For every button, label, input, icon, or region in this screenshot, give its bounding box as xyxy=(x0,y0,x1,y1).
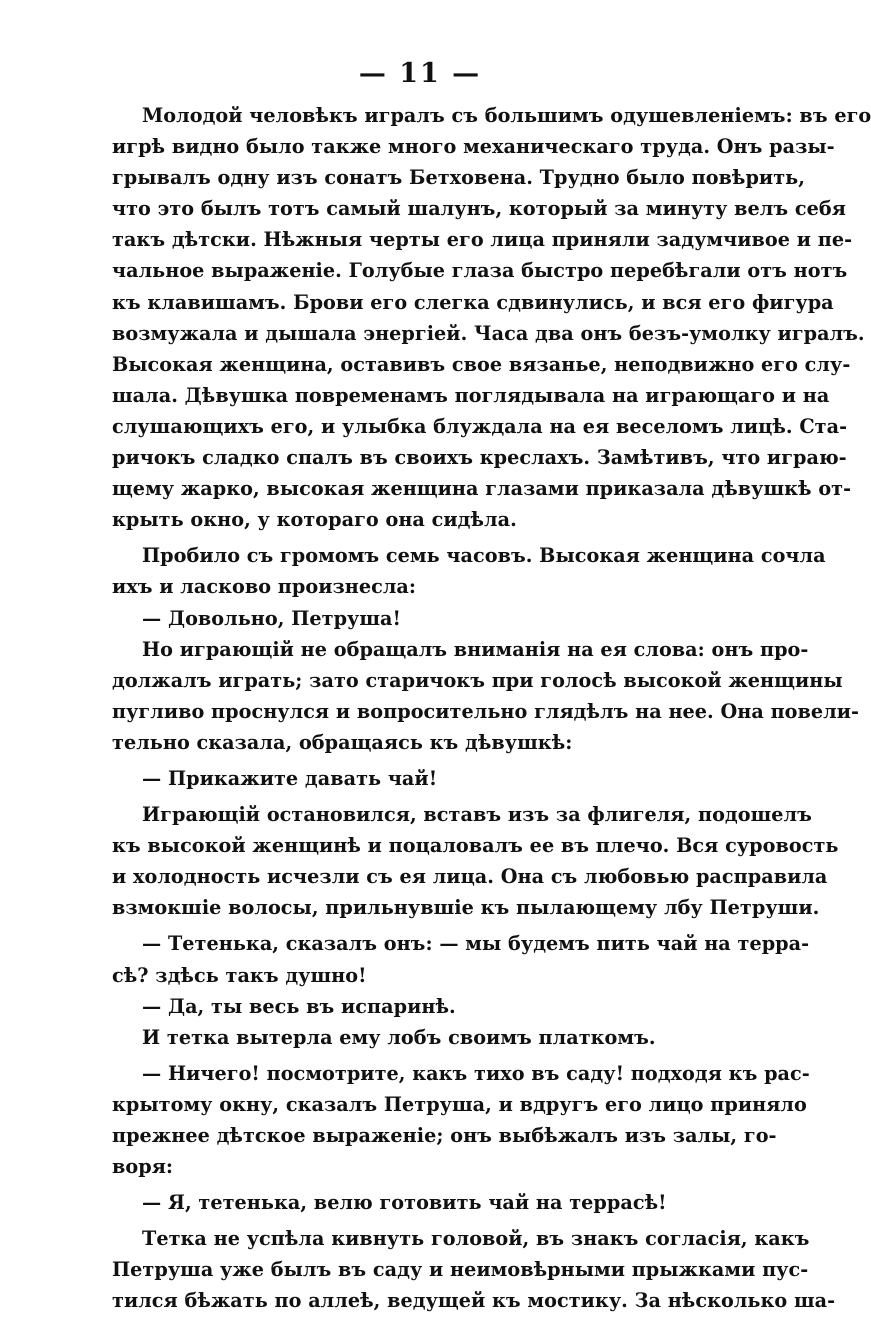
text-line: Тетка не успѣла кивнуть головой, въ знакъ согласія, какъ xyxy=(142,1227,810,1251)
dialogue-line: — Я, тетенька, велю готовить чай на террасѣ! xyxy=(142,1191,667,1215)
dialogue-line: — Ничего! посмотрите, какъ тихо въ саду! подходя къ рас- xyxy=(142,1061,810,1085)
text-line: возмужала и дышала энергіей. Часа два онъ безъ-умолку игралъ. xyxy=(112,321,865,345)
text-line: пугливо проснулся и вопросительно глядѣлъ на нее. Она повели- xyxy=(112,699,860,723)
dialogue-line: — Тетенька, сказалъ онъ: — мы будемъ пить чай на терра- xyxy=(142,932,810,956)
dialogue-line: — Прикажите давать чай! xyxy=(142,766,438,790)
text-line: къ клавишамъ. Брови его слегка сдвинулись, и вся его фигура xyxy=(112,290,834,314)
text-line: взмокшіе волосы, прильнувшіе къ пылающему лбу Петруши. xyxy=(112,896,820,920)
text-line: грывалъ одну изъ сонатъ Бетховена. Трудно было повѣрить, xyxy=(112,166,805,190)
body-text xyxy=(112,100,871,1317)
text-line: И тетка вытерла ему лобъ своимъ платкомъ. xyxy=(142,1025,656,1049)
text-line: крытому окну, сказалъ Петруша, и вдругъ его лицо приняло xyxy=(112,1092,807,1116)
text-line: чальное выраженіе. Голубые глаза быстро перебѣгали отъ нотъ xyxy=(112,259,848,283)
text-line: ихъ и ласково произнесла: xyxy=(112,575,417,599)
text-line: крыть окно, у котораго она сидѣла. xyxy=(112,508,517,532)
text-line: шала. Дѣвушка повременамъ поглядывала на играющаго и на xyxy=(112,383,830,407)
dialogue-line: — Да, ты весь въ испаринѣ. xyxy=(142,994,456,1018)
text-line: и холодность исчезли съ ея лица. Она съ любовью расправила xyxy=(112,865,828,889)
dialogue-line: сѣ? здѣсь такъ душно! xyxy=(112,963,367,987)
text-line: Молодой человѣкъ игралъ съ большимъ одушевленіемъ: въ его xyxy=(142,104,871,127)
text-line: Высокая женщина, оставивъ свое вязанье, неподвижно его слу- xyxy=(112,352,851,376)
text-line: щему жарко, высокая женщина глазами приказала дѣвушкѣ от- xyxy=(112,477,852,501)
text-line: прежнее дѣтское выраженіе; онъ выбѣжалъ изъ залы, го- xyxy=(112,1124,777,1147)
text-line: воря: xyxy=(112,1155,174,1179)
text-line: Но играющій не обращалъ вниманія на ея слова: онъ про- xyxy=(142,637,809,661)
text-line: Пробило съ громомъ семь часовъ. Высокая женщина сочла xyxy=(142,544,826,568)
text-line: къ высокой женщинѣ и поцаловалъ ее въ плечо. Вся суровость xyxy=(112,834,839,858)
text-line: Играющій остановился, вставъ изъ за флигеля, подошелъ xyxy=(142,803,812,827)
dialogue-line: — Довольно, Петруша! xyxy=(142,606,402,630)
text-line: тился бѣжать по аллеѣ, ведущей къ мостику. За нѣсколько ша- xyxy=(112,1289,836,1313)
text-line: тельно сказала, обращаясь къ дѣвушкѣ: xyxy=(112,730,573,754)
page-number: — 11 — xyxy=(358,58,482,89)
text-line: игрѣ видно было также много механическаго труда. Онъ разы- xyxy=(112,135,835,159)
text-line: должалъ играть; зато старичокъ при голосѣ высокой женщины xyxy=(112,668,843,692)
text-line: слушающихъ его, и улыбка блуждала на ея веселомъ лицѣ. Ста- xyxy=(112,414,848,438)
text-line: ричокъ сладко спалъ въ своихъ креслахъ. Замѣтивъ, что играю- xyxy=(112,446,847,470)
text-line: что это былъ тотъ самый шалунъ, который за минуту велъ себя xyxy=(112,197,846,221)
text-line: Петруша уже былъ въ саду и неимовѣрными прыжками пус- xyxy=(112,1258,809,1282)
text-line: такъ дѣтски. Нѣжныя черты его лица приняли задумчивое и пе- xyxy=(112,228,853,252)
